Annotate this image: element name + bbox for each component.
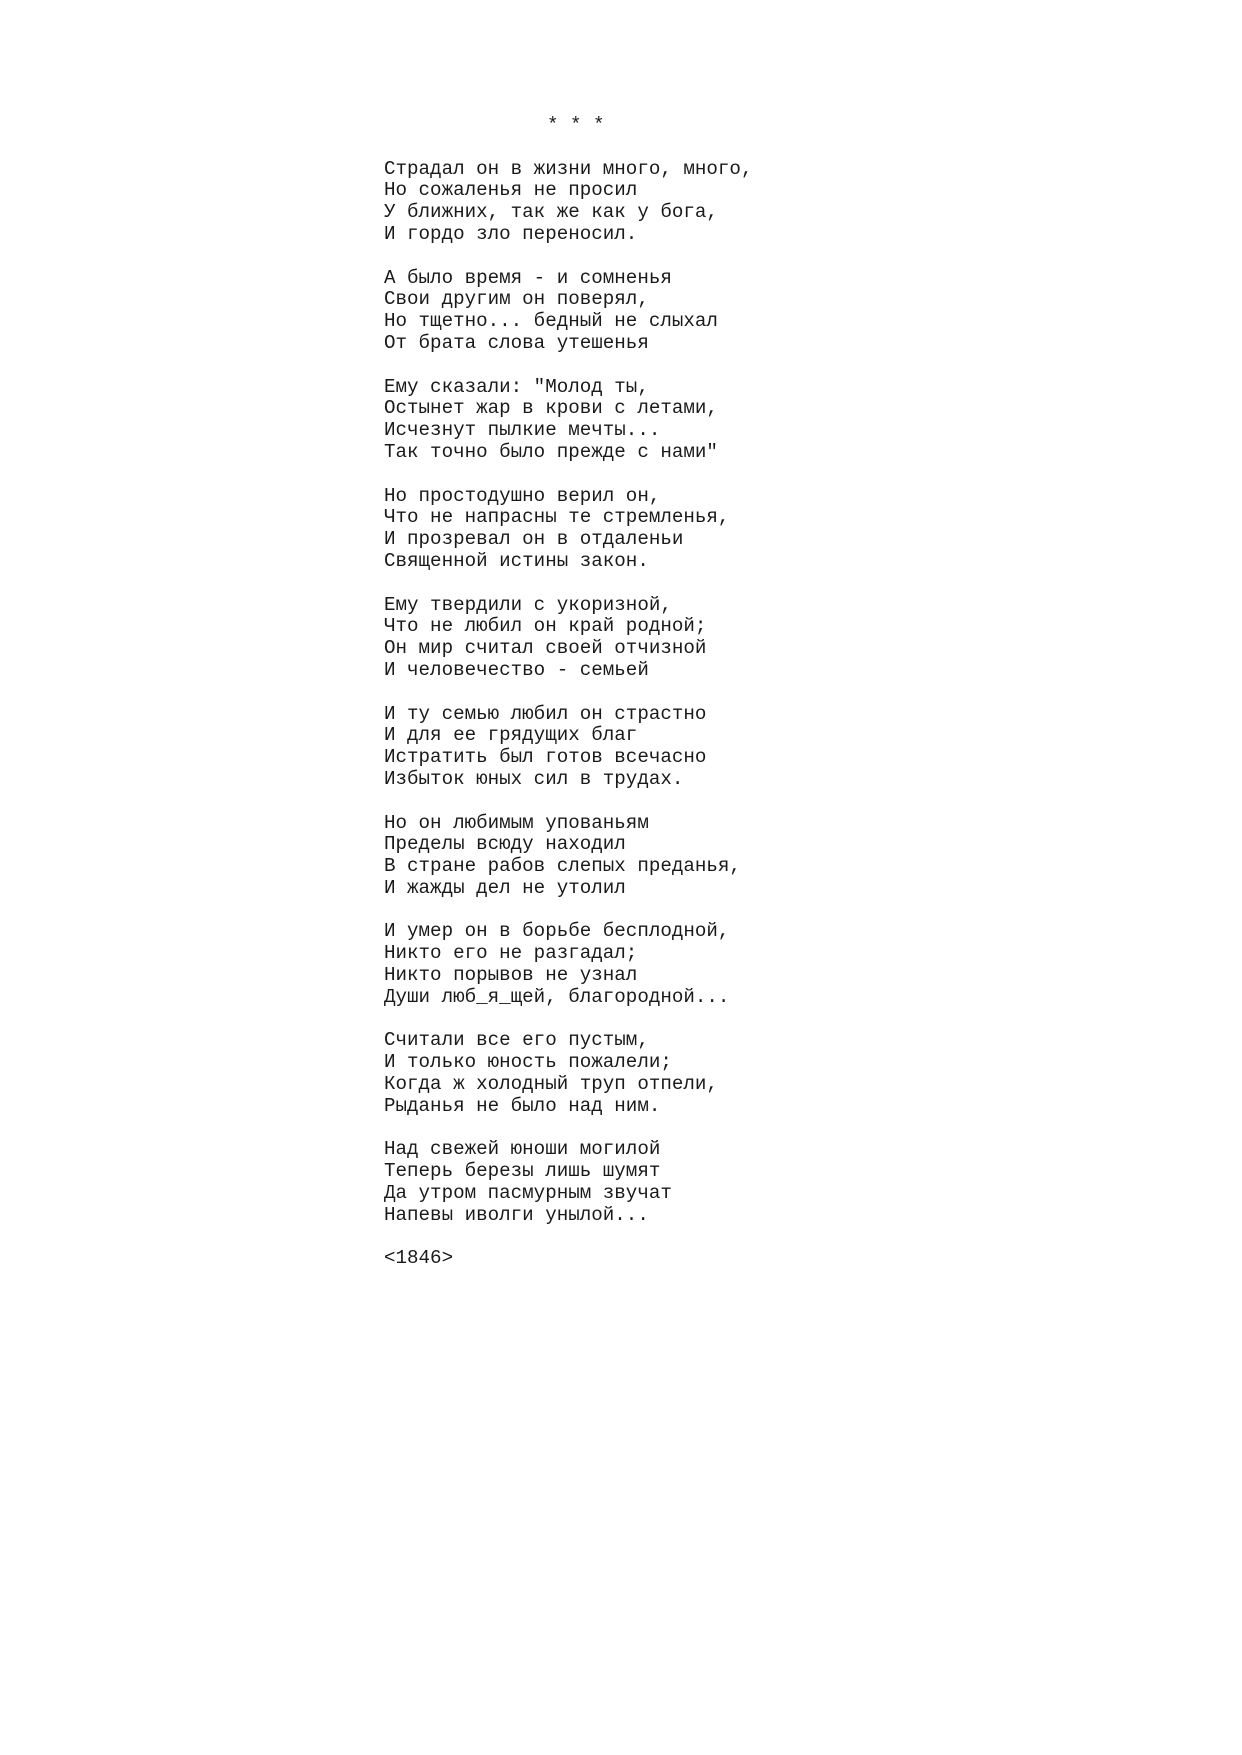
poem-line: Но он любимым упованьям bbox=[384, 811, 649, 834]
poem-line: Когда ж холодный труп отпели, bbox=[384, 1073, 718, 1096]
poem-line: Никто порывов не узнал bbox=[384, 964, 638, 987]
poem-line: Ему сказали: "Молод ты, bbox=[384, 375, 649, 398]
poem-line: У ближних, так же как у бога, bbox=[384, 201, 718, 224]
poem-line: И умер он в борьбе бесплодной, bbox=[384, 920, 730, 943]
stanza bbox=[384, 486, 944, 573]
poem-line: Что не напрасны те стремленья, bbox=[384, 506, 730, 529]
poem-line: Над свежей юноши могилой bbox=[384, 1138, 661, 1161]
stanza bbox=[384, 595, 944, 682]
poem-line: Истратить был готов всечасно bbox=[384, 746, 707, 769]
poem-line: Он мир считал своей отчизной bbox=[384, 637, 707, 660]
stanza bbox=[384, 921, 944, 1008]
poem-line: Исчезнут пылкие мечты... bbox=[384, 419, 661, 442]
poem-line: Теперь березы лишь шумят bbox=[384, 1160, 661, 1183]
poem-line: Считали все его пустым, bbox=[384, 1029, 649, 1052]
poem-line: А было время - и сомненья bbox=[384, 266, 672, 289]
poem-line: Но сожаленья не просил bbox=[384, 179, 638, 202]
poem-line: Рыданья не было над ним. bbox=[384, 1094, 661, 1117]
poem-line: Никто его не разгадал; bbox=[384, 942, 638, 965]
poem-line: Священной истины закон. bbox=[384, 549, 649, 572]
poem-title: * * * bbox=[547, 114, 605, 136]
poem-line: Свои другим он поверял, bbox=[384, 288, 649, 311]
poem-line: И только юность пожалели; bbox=[384, 1051, 672, 1074]
stanza bbox=[384, 1139, 944, 1226]
poem-line: И прозревал он в отдаленьи bbox=[384, 528, 684, 551]
poem-date: <1846> bbox=[384, 1247, 454, 1270]
stanza bbox=[384, 1030, 944, 1117]
poem-line: Души люб_я_щей, благородной... bbox=[384, 985, 730, 1008]
stanza bbox=[384, 813, 944, 900]
stanza-list bbox=[384, 159, 944, 1227]
poem-line: Избыток юных сил в трудах. bbox=[384, 767, 684, 790]
poem-line: Пределы всюду находил bbox=[384, 833, 626, 856]
poem-text bbox=[384, 115, 944, 1270]
poem-line: В стране рабов слепых преданья, bbox=[384, 855, 741, 878]
stanza bbox=[384, 704, 944, 791]
poem-line: Но тщетно... бедный не слыхал bbox=[384, 310, 718, 333]
poem-line: И гордо зло переносил. bbox=[384, 222, 638, 245]
poem-line: Что не любил он край родной; bbox=[384, 615, 707, 638]
poem-line: И человечество - семьей bbox=[384, 658, 649, 681]
poem-line: Страдал он в жизни много, много, bbox=[384, 157, 753, 180]
poem-line: Так точно было прежде с нами" bbox=[384, 440, 718, 463]
stanza bbox=[384, 159, 944, 246]
poem-line: Напевы иволги унылой... bbox=[384, 1203, 649, 1226]
stanza bbox=[384, 377, 944, 464]
poem-line: И для ее грядущих благ bbox=[384, 724, 638, 747]
poem-line: Да утром пасмурным звучат bbox=[384, 1182, 672, 1205]
poem-line: Остынет жар в крови с летами, bbox=[384, 397, 718, 420]
poem-line: Ему твердили с укоризной, bbox=[384, 593, 672, 616]
poem-line: И ту семью любил он страстно bbox=[384, 702, 707, 725]
poem-line: Но простодушно верил он, bbox=[384, 484, 661, 507]
poem-line: И жажды дел не утолил bbox=[384, 876, 626, 899]
stanza bbox=[384, 268, 944, 355]
poem-line: От брата слова утешенья bbox=[384, 331, 649, 354]
